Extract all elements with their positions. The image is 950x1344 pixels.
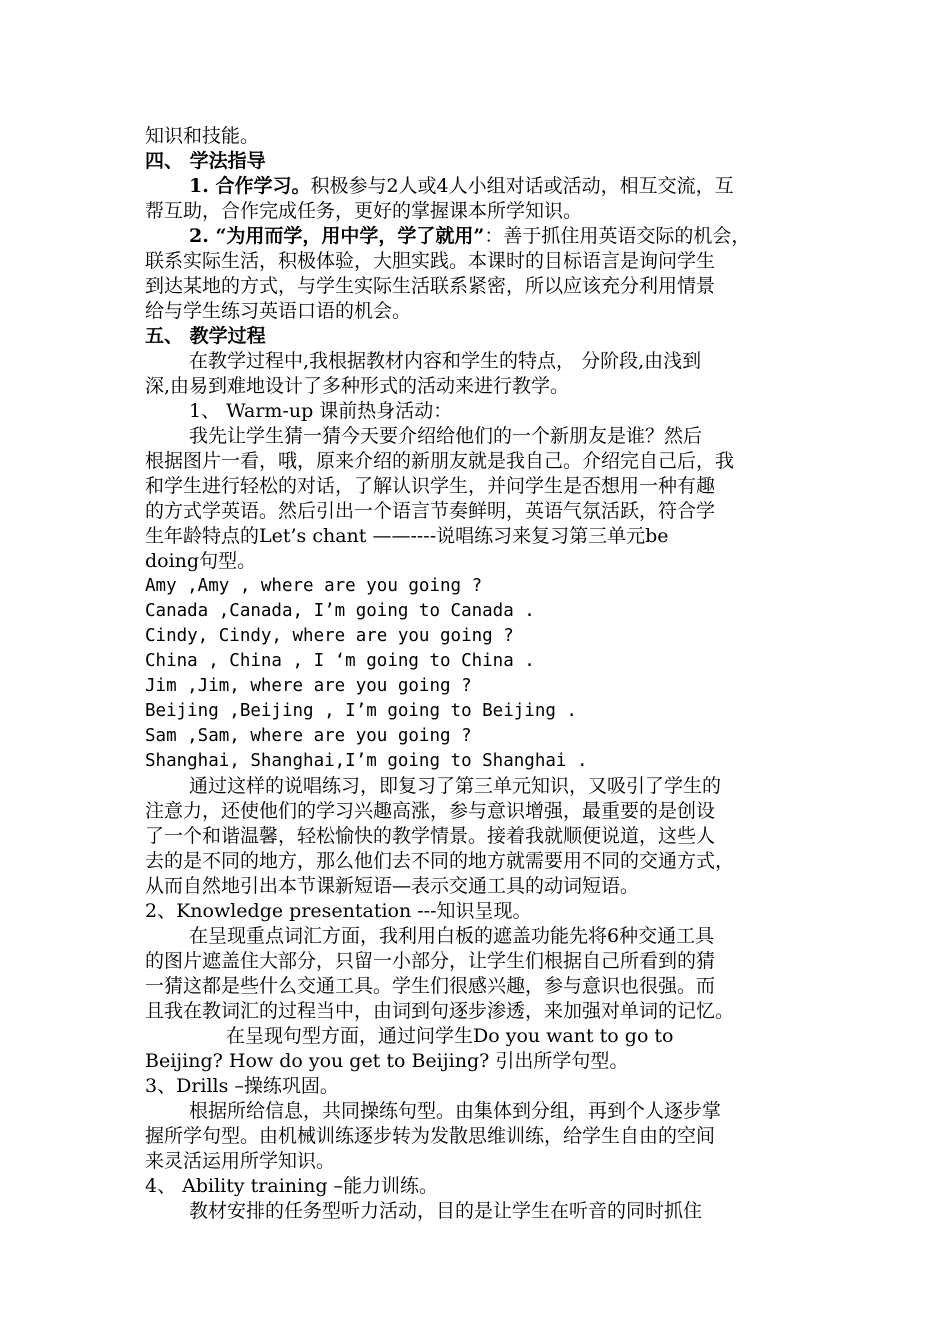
text-line: 和学生进行轻松的对话，了解认识学生，并问学生是否想用一种有趣 (145, 475, 716, 497)
chant-line: Amy ,Amy , where are you going ? (145, 576, 483, 596)
text-line: 3、Drills –操练巩固。 (145, 1075, 339, 1097)
chant-line: Beijing ,Beijing , I’m going to Beijing . (145, 701, 577, 721)
text-line: 教材安排的任务型听力活动，目的是让学生在听音的同时抓住 (189, 1200, 703, 1222)
text-line: 通过这样的说唱练习，即复习了第三单元知识，又吸引了学生的 (189, 775, 722, 797)
text-line: 知识和技能。 (145, 125, 260, 147)
text-line: 在呈现重点词汇方面，我利用白板的遮盖功能先将6种交通工具 (189, 925, 715, 947)
text-line: 根据图片一看，哦，原来介绍的新朋友就是我自己。介绍完自己后，我 (145, 450, 735, 472)
text-line (189, 224, 809, 249)
text-line: 4、 Ability training –能力训练。 (145, 1175, 439, 1197)
text-line: 握所学句型。由机械训练逐步转为发散思维训练，给学生自由的空间 (145, 1125, 716, 1147)
text-line: Beijing? How do you get to Beijing? 引出所学句型。 (145, 1050, 629, 1072)
text-line: 给与学生练习英语口语的机会。 (145, 300, 412, 322)
chant-line: Canada ,Canada, I’m going to Canada . (145, 601, 535, 621)
text-line: 联系实际生活，积极体验，大胆实践。本课时的目标语言是询问学生 (145, 250, 716, 272)
text-line: 在呈现句型方面，通过问学生Do you want to go to (226, 1025, 674, 1047)
text-span: 积极参与2人或4人小组对话或活动，相互交流，互 (310, 175, 734, 197)
chant-line: Shanghai, Shanghai,I’m going to Shanghai . (145, 751, 588, 771)
chant-line: Cindy, Cindy, where are you going ? (145, 626, 514, 646)
numbered-heading: 2. “为用而学，用中学，学了就用” (189, 225, 485, 247)
text-line: 且我在教词汇的过程当中，由词到句逐步渗透，来加强对单词的记忆。 (145, 1000, 735, 1022)
section-heading: 五、 教学过程 (145, 325, 266, 347)
text-line: 根据所给信息，共同操练句型。由集体到分组，再到个人逐步掌 (189, 1100, 722, 1122)
text-line: 来灵活运用所学知识。 (145, 1150, 336, 1172)
text-line: 帮互助，合作完成任务，更好的掌握课本所学知识。 (145, 200, 583, 222)
text-line: 注意力，还使他们的学习兴趣高涨，参与意识增强，最重要的是创设 (145, 800, 716, 822)
text-span: ：善于抓住用英语交际的机会， (484, 225, 751, 247)
text-line: 从而自然地引出本节课新短语—表示交通工具的动词短语。 (145, 875, 640, 897)
text-line: 到达某地的方式，与学生实际生活联系紧密，所以应该充分利用情景 (145, 275, 716, 297)
text-line (189, 174, 809, 199)
numbered-heading: 1. 合作学习。 (189, 175, 311, 197)
text-line: 深,由易到难地设计了多种形式的活动来进行教学。 (145, 375, 570, 397)
text-line: 了一个和谐温馨，轻松愉快的教学情景。接着我就顺便说道，这些人 (145, 825, 716, 847)
text-line: 一猜这都是些什么交通工具。学生们很感兴趣，参与意识也很强。而 (145, 975, 716, 997)
text-line: 的方式学英语。然后引出一个语言节奏鲜明，英语气氛活跃，符合学 (145, 500, 716, 522)
text-line: 在教学过程中,我根据教材内容和学生的特点， 分阶段,由浅到 (189, 350, 702, 372)
text-line: 1、 Warm-up 课前热身活动： (189, 400, 453, 422)
chant-line: Sam ,Sam, where are you going ? (145, 726, 472, 746)
text-line: 我先让学生猜一猜今天要介绍给他们的一个新朋友是谁？然后 (189, 425, 703, 447)
chant-line: Jim ,Jim, where are you going ? (145, 676, 472, 696)
text-line: 生年龄特点的Let’s chant ——----说唱练习来复习第三单元be (145, 525, 669, 547)
chant-line: China , China , I ‘m going to China . (145, 651, 535, 671)
text-line: 2、Knowledge presentation ---知识呈现。 (145, 900, 532, 922)
section-heading: 四、 学法指导 (145, 150, 266, 172)
text-line: 去的是不同的地方，那么他们去不同的地方就需要用不同的交通方式， (145, 850, 735, 872)
text-line: 的图片遮盖住大部分，只留一小部分，让学生们根据自己所看到的猜 (145, 950, 716, 972)
text-line: doing句型。 (145, 550, 257, 572)
